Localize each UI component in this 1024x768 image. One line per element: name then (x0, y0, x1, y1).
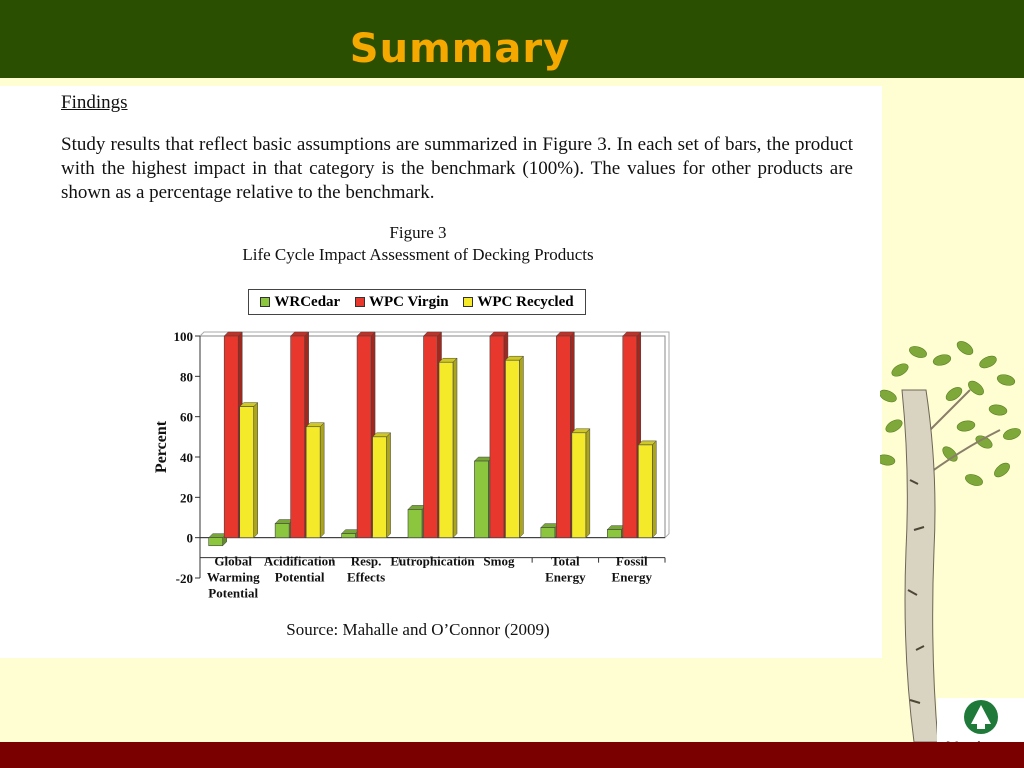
y-tick-label: 100 (173, 329, 193, 344)
x-category-label: Eutrophication (390, 553, 475, 569)
x-category-label: Global (214, 553, 253, 569)
bar-side (652, 441, 656, 538)
figure-source: Source: Mahalle and O’Connor (2009) (286, 620, 550, 639)
x-category-label: Smog (483, 553, 515, 569)
x-category-label: Potential (208, 585, 259, 601)
legend-label-wpc-recycled: WPC Recycled (477, 293, 574, 310)
y-tick-label: 20 (180, 490, 193, 506)
bar (572, 433, 586, 538)
bar (240, 407, 254, 538)
legend-label-wrcedar: WRCedar (274, 293, 341, 310)
bar (275, 524, 289, 538)
bar (424, 336, 438, 538)
x-category-label: Energy (545, 569, 586, 585)
bar-chart (150, 322, 680, 607)
y-tick-label: 80 (180, 369, 193, 385)
bar-side (320, 423, 324, 538)
x-category-label: Fossil (615, 553, 648, 569)
bar (224, 336, 238, 538)
bar (373, 437, 387, 538)
bar (607, 530, 621, 538)
bar (291, 336, 305, 538)
legend-swatch-wpc-virgin (355, 297, 365, 307)
x-category-label: Warming (206, 569, 260, 585)
legend-item-wpc-recycled (463, 294, 573, 311)
x-category-label: Acidification (263, 553, 336, 569)
legend-swatch-wpc-recycled (463, 297, 473, 307)
bar (408, 509, 422, 537)
y-tick-label: 40 (180, 450, 193, 465)
bar (342, 534, 356, 538)
x-category-label: Energy (611, 569, 653, 585)
bar (638, 445, 652, 538)
legend-item-wpc-virgin (355, 294, 449, 311)
y-axis-label: Percent (153, 420, 170, 474)
bar-side (586, 429, 590, 538)
bar (541, 528, 555, 538)
x-category-label: Effects (346, 569, 386, 585)
y-tick-label: 60 (180, 409, 193, 425)
figure-title: Life Cycle Impact Assessment of Decking Products (242, 245, 594, 264)
legend-item-wrcedar (260, 294, 340, 311)
figure-number: Figure 3 (389, 223, 447, 242)
x-category-label: Potential (274, 569, 325, 585)
x-category-label: Total (551, 553, 580, 569)
bar (474, 461, 488, 538)
bar-side (254, 403, 258, 538)
footer-band (0, 742, 1024, 768)
tree-illustration (880, 330, 1024, 742)
chart-legend (248, 289, 586, 315)
bar-side (453, 358, 457, 537)
findings-heading: Findings (61, 92, 128, 113)
x-category-label: Resp. (350, 553, 382, 569)
legend-swatch-wrcedar (260, 297, 270, 307)
bar-side (387, 433, 391, 538)
bar (306, 427, 320, 538)
bar (623, 336, 637, 538)
findings-paragraph: Study results that reflect basic assumptions are summarized in Figure 3. In each set of bars, the product with the highest impact in that category is the benchmark (100%). The values for other products are shown as a percentage relative to the benchmark. (61, 134, 853, 203)
bar (209, 538, 223, 546)
bar (490, 336, 504, 538)
bar (357, 336, 371, 538)
bar (505, 360, 519, 537)
logo-mark-icon (937, 698, 1024, 738)
bar (556, 336, 570, 538)
bar-side (519, 356, 523, 537)
slide-title: Summary (349, 26, 571, 72)
bar (439, 362, 453, 537)
y-tick-label: -20 (175, 571, 193, 586)
y-tick-label: 0 (186, 530, 193, 546)
legend-label-wpc-virgin: WPC Virgin (369, 293, 449, 310)
